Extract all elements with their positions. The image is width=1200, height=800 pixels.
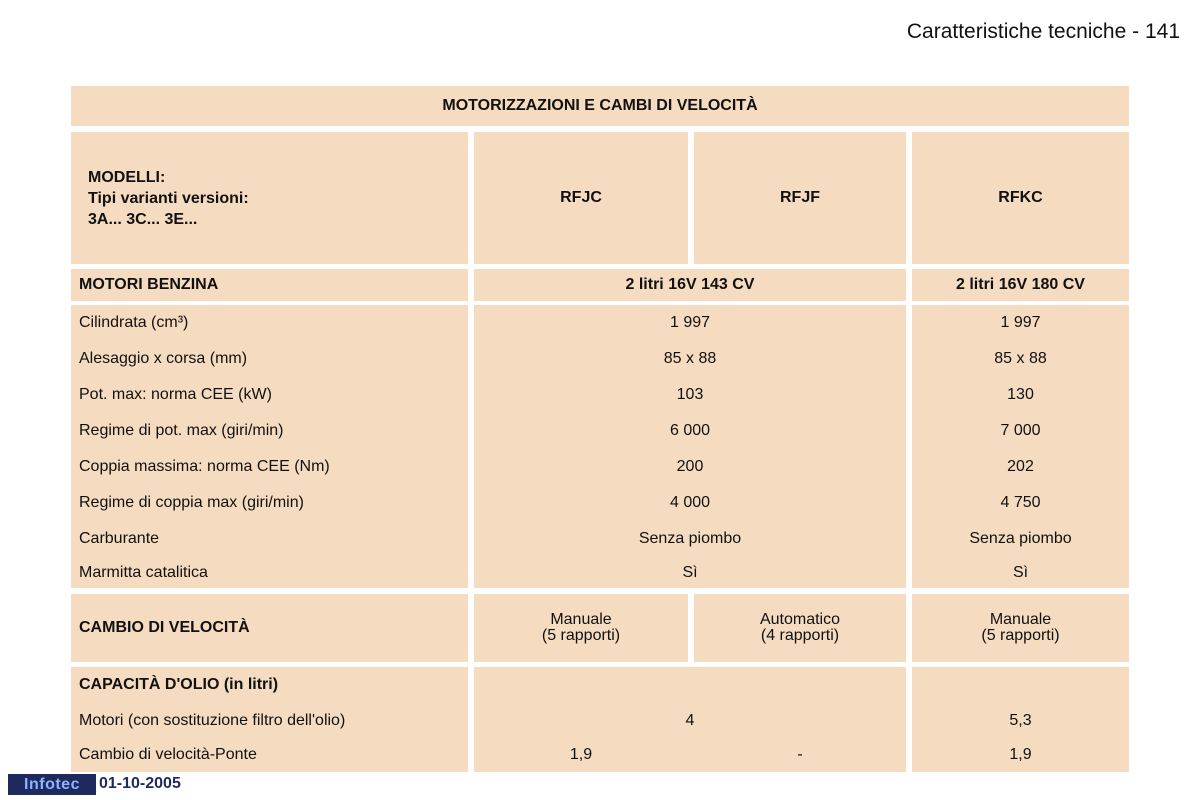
oil-engine-value	[912, 703, 1129, 739]
oil-header-text: CAPACITÀ D'OLIO (in litri)	[79, 676, 279, 693]
spec-value	[912, 413, 1129, 449]
oil-value-text: 4	[685, 712, 695, 729]
spec-label-catalyst	[71, 557, 468, 589]
model-code-rfjc	[474, 132, 688, 264]
models-label-line-1: MODELLI:	[88, 168, 166, 186]
engines-header-text: MOTORI BENZINA	[79, 276, 219, 293]
spec-value-text: Sì	[682, 564, 698, 581]
spec-value-text: 103	[676, 386, 704, 403]
oil-engine-value	[474, 703, 906, 739]
spec-value	[474, 413, 906, 449]
oil-gearbox-value-rfjf	[694, 737, 906, 773]
models-label-line-3: 3A... 3C... 3E...	[88, 210, 198, 228]
spec-value	[474, 305, 906, 341]
gearbox-label-cell	[71, 594, 468, 662]
spec-value-text: 6 000	[669, 422, 711, 439]
spec-value	[912, 557, 1129, 589]
spec-value-text: Senza piombo	[969, 530, 1072, 547]
oil-values-180	[912, 667, 1129, 772]
gearbox-ratios: (4 rapporti)	[760, 627, 840, 644]
engine-version-180	[912, 269, 1129, 301]
gearbox-type: Manuale	[989, 611, 1052, 628]
footer-date: 01-10-2005	[99, 775, 181, 792]
model-code-text: RFJF	[780, 189, 820, 206]
spec-value	[474, 557, 906, 589]
spec-value	[474, 485, 906, 521]
spec-value-text: 202	[1007, 458, 1034, 475]
spec-value	[912, 449, 1129, 485]
spec-label-text: Cilindrata (cm³)	[79, 314, 189, 331]
spec-label-text: Coppia massima: norma CEE (Nm)	[79, 458, 330, 475]
spec-label-displacement	[71, 305, 468, 341]
gearbox-rfjc	[474, 594, 688, 662]
spec-label-text: Marmitta catalitica	[79, 564, 208, 581]
table-title-text: MOTORIZZAZIONI E CAMBI DI VELOCITÀ	[442, 97, 758, 114]
oil-values-143	[474, 667, 906, 772]
spec-label-text: Regime di coppia max (giri/min)	[79, 494, 304, 511]
gearbox-type: Manuale	[550, 611, 612, 628]
spec-value	[474, 521, 906, 557]
engine-specs-143	[474, 305, 906, 588]
oil-labels-cell	[71, 667, 468, 772]
models-label-cell	[71, 132, 468, 264]
oil-gearbox-value-rfjc	[474, 737, 688, 773]
oil-header	[71, 667, 468, 703]
gearbox-ratios: (5 rapporti)	[981, 627, 1060, 644]
spec-value	[912, 377, 1129, 413]
engine-version-text: 2 litri 16V 143 CV	[625, 276, 755, 293]
oil-value-text: 1,9	[1009, 746, 1032, 763]
spec-value	[912, 305, 1129, 341]
model-code-rfkc	[912, 132, 1129, 264]
spec-label-power-rpm	[71, 413, 468, 449]
engine-version-text: 2 litri 16V 180 CV	[956, 276, 1085, 293]
spec-label-max-torque	[71, 449, 468, 485]
oil-engine-label-text: Motori (con sostituzione filtro dell'olio)	[79, 712, 346, 729]
spec-value	[474, 341, 906, 377]
model-code-text: RFKC	[998, 189, 1043, 206]
spec-value-text: 130	[1007, 386, 1034, 403]
spec-label-text: Carburante	[79, 530, 160, 547]
gearbox-rfkc	[912, 594, 1129, 662]
spec-value-text: 1 997	[669, 314, 711, 331]
gearbox-rfjf	[694, 594, 906, 662]
oil-engine-label	[71, 703, 468, 739]
gearbox-type: Automatico	[759, 611, 841, 628]
model-code-text: RFJC	[560, 189, 602, 206]
spec-label-text: Alesaggio x corsa (mm)	[79, 350, 248, 367]
spec-label-torque-rpm	[71, 485, 468, 521]
spec-value	[474, 449, 906, 485]
spec-value	[474, 377, 906, 413]
oil-gearbox-label	[71, 737, 468, 773]
oil-value-text: 1,9	[569, 746, 593, 763]
models-label-line-2: Tipi varianti versioni:	[88, 189, 249, 207]
spec-value-text: Sì	[1012, 564, 1029, 581]
infotec-logo: Infotec	[8, 774, 96, 795]
spec-label-text: Pot. max: norma CEE (kW)	[79, 386, 272, 403]
spec-value-text: 200	[676, 458, 704, 475]
spec-value	[912, 521, 1129, 557]
oil-gearbox-label-text: Cambio di velocità-Ponte	[79, 746, 257, 763]
spec-value-text: 7 000	[1000, 422, 1041, 439]
engines-header-cell	[71, 269, 468, 301]
spec-label-max-power	[71, 377, 468, 413]
engine-specs-180	[912, 305, 1129, 588]
spec-value-text: 4 750	[1000, 494, 1041, 511]
gearbox-label-text: CAMBIO DI VELOCITÀ	[79, 619, 250, 636]
table-title	[71, 86, 1129, 126]
spec-value-text: 85 x 88	[994, 350, 1047, 367]
spec-value	[912, 485, 1129, 521]
model-code-rfjf	[694, 132, 906, 264]
oil-value-text: 5,3	[1009, 712, 1032, 729]
engine-specs-labels	[71, 305, 468, 588]
spec-value-text: 1 997	[1000, 314, 1041, 331]
page-header: Caratteristiche tecniche - 141	[906, 20, 1180, 43]
spec-value-text: 85 x 88	[663, 350, 717, 367]
oil-value-text: -	[797, 746, 803, 763]
spec-value-text: Senza piombo	[638, 530, 742, 547]
spec-label-fuel	[71, 521, 468, 557]
gearbox-ratios: (5 rapporti)	[541, 627, 621, 644]
spec-label-text: Regime di pot. max (giri/min)	[79, 422, 284, 439]
oil-gearbox-value-rfkc	[912, 737, 1129, 773]
spec-value	[912, 341, 1129, 377]
spec-value-text: 4 000	[669, 494, 711, 511]
spec-label-bore-stroke	[71, 341, 468, 377]
engine-version-143	[474, 269, 906, 301]
